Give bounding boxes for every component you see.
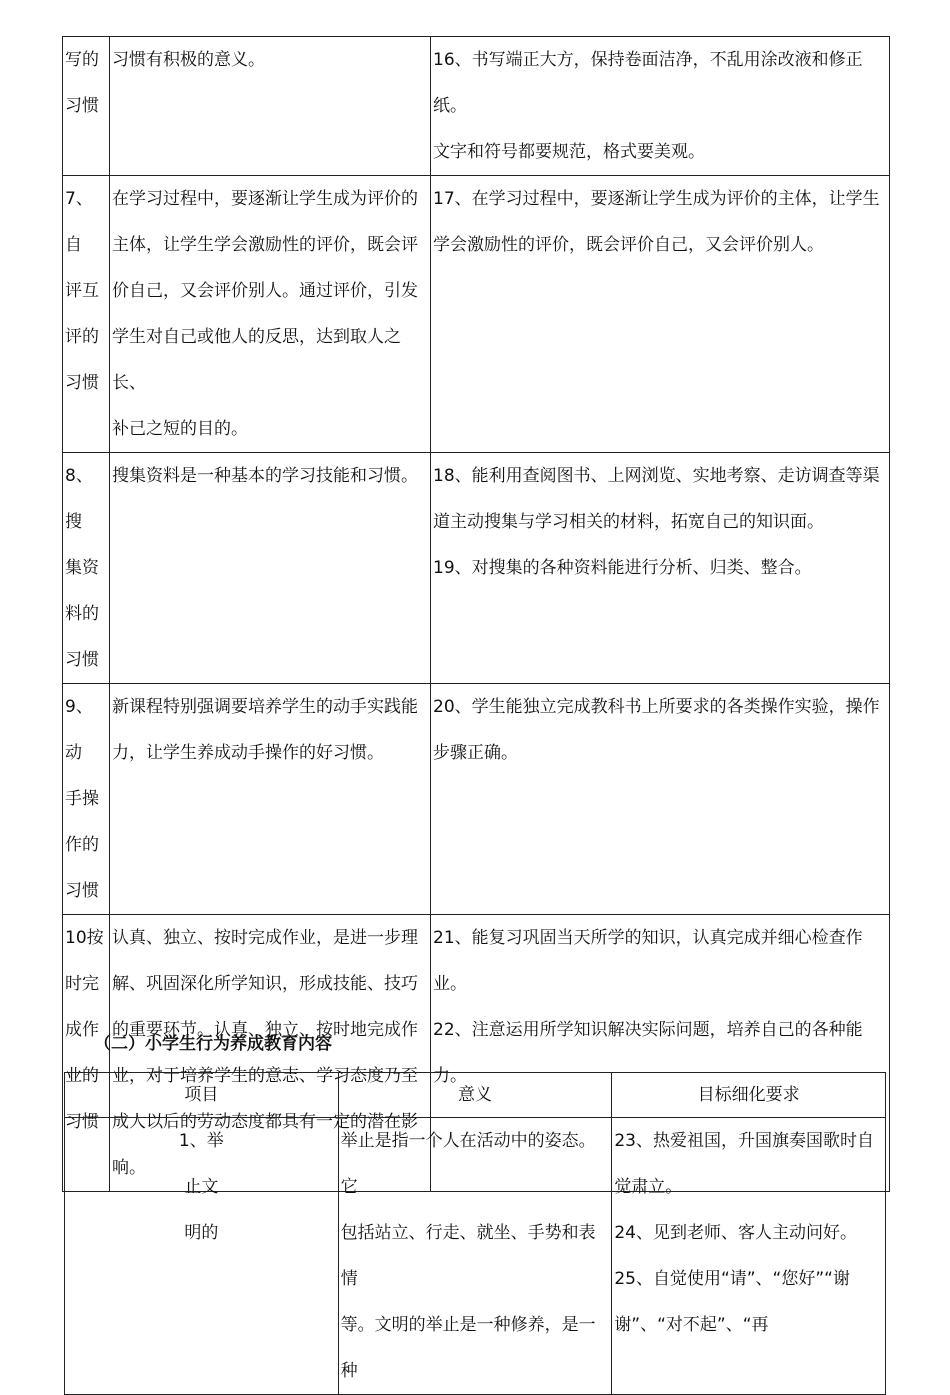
- header-meaning: 意义: [338, 1073, 612, 1118]
- meaning-cell: [338, 1118, 612, 1395]
- requirements-text: 23、热爱祖国，升国旗奏国歌时自觉肃立。 24、见到老师、客人主动问好。 25、自觉使用“请”、“您好”“谢谢”、“对不起”、“再: [614, 1131, 874, 1335]
- requirements-cell: [431, 37, 890, 176]
- requirements-cell: [431, 453, 890, 684]
- habits-table: [62, 36, 890, 1192]
- requirements-text: 18、能利用查阅图书、上网浏览、实地考察、走访调查等渠 道主动搜集与学习相关的材料，拓宽自己的知识面。 19、对搜集的各种资料能进行分析、归类、整合。: [433, 466, 880, 578]
- meaning-cell: [110, 176, 431, 453]
- item-cell: [63, 684, 110, 915]
- item-text: 7、自 评互 评的 习惯: [65, 189, 99, 393]
- meaning-cell: [110, 453, 431, 684]
- item-text: 写的 习惯: [65, 50, 99, 116]
- meaning-cell: [110, 37, 431, 176]
- meaning-text: 举止是指一个人在活动中的姿态。它 包括站立、行走、就坐、手势和表情 等。文明的举止是一种修养，是一种: [340, 1131, 596, 1381]
- meaning-text: 搜集资料是一种基本的学习技能和习惯。: [112, 466, 418, 486]
- requirements-cell: [431, 684, 890, 915]
- item-text: 8、搜 集资 料的 习惯: [65, 466, 99, 670]
- table-header-row: [65, 1073, 886, 1118]
- requirements-cell: [612, 1118, 886, 1395]
- table-row: [63, 37, 890, 176]
- section-title: （二）小学生行为养成教育内容: [94, 1034, 332, 1054]
- table-row: [63, 684, 890, 915]
- table-row: [65, 1118, 886, 1395]
- requirements-text: 17、在学习过程中，要逐渐让学生成为评价的主体，让学生 学会激励性的评价，既会评价自己，又会评价别人。: [433, 189, 880, 255]
- item-cell: [63, 37, 110, 176]
- table-row: [63, 453, 890, 684]
- header-requirements: 目标细化要求: [612, 1073, 886, 1118]
- item-cell: [63, 453, 110, 684]
- item-cell: [65, 1118, 339, 1395]
- meaning-cell: [110, 684, 431, 915]
- requirements-text: 16、书写端正大方，保持卷面洁净，不乱用涂改液和修正纸。 文字和符号都要规范，格式要美观。: [433, 50, 863, 162]
- meaning-text: 认真、独立、按时完成作业，是进一步理 解、巩固深化所学知识，形成技能、技巧 的重要环节。认真、独立、按时地完成作 业，对于培养学生的意志、学习态度乃至 成人以后的劳动态度都具有一定的潜在影 响。: [112, 928, 418, 1178]
- requirements-text: 21、能复习巩固当天所学的知识，认真完成并细心检查作业。 22、注意运用所学知识解决实际问题，培养自己的各种能力。: [433, 928, 863, 1086]
- item-text: 10按 时完 成作 业的 习惯: [65, 928, 104, 1132]
- meaning-text: 新课程特别强调要培养学生的动手实践能 力，让学生养成动手操作的好习惯。: [112, 697, 418, 763]
- requirements-text: 20、学生能独立完成教科书上所要求的各类操作实验，操作 步骤正确。: [433, 697, 880, 763]
- requirements-cell: [431, 176, 890, 453]
- meaning-text: 习惯有积极的意义。: [112, 50, 265, 70]
- item-text: 1、举 止文 明的: [178, 1131, 224, 1243]
- item-text: 9、动 手操 作的 习惯: [65, 697, 99, 901]
- table-row: [63, 176, 890, 453]
- meaning-text: 在学习过程中，要逐渐让学生成为评价的 主体，让学生学会激励性的评价，既会评 价自己，又会评价别人。通过评价，引发 学生对自己或他人的反思，达到取人之长、 补己之短的目的。: [112, 189, 418, 439]
- item-cell: [63, 176, 110, 453]
- behavior-table: [64, 1072, 886, 1395]
- header-item: 项目: [65, 1073, 339, 1118]
